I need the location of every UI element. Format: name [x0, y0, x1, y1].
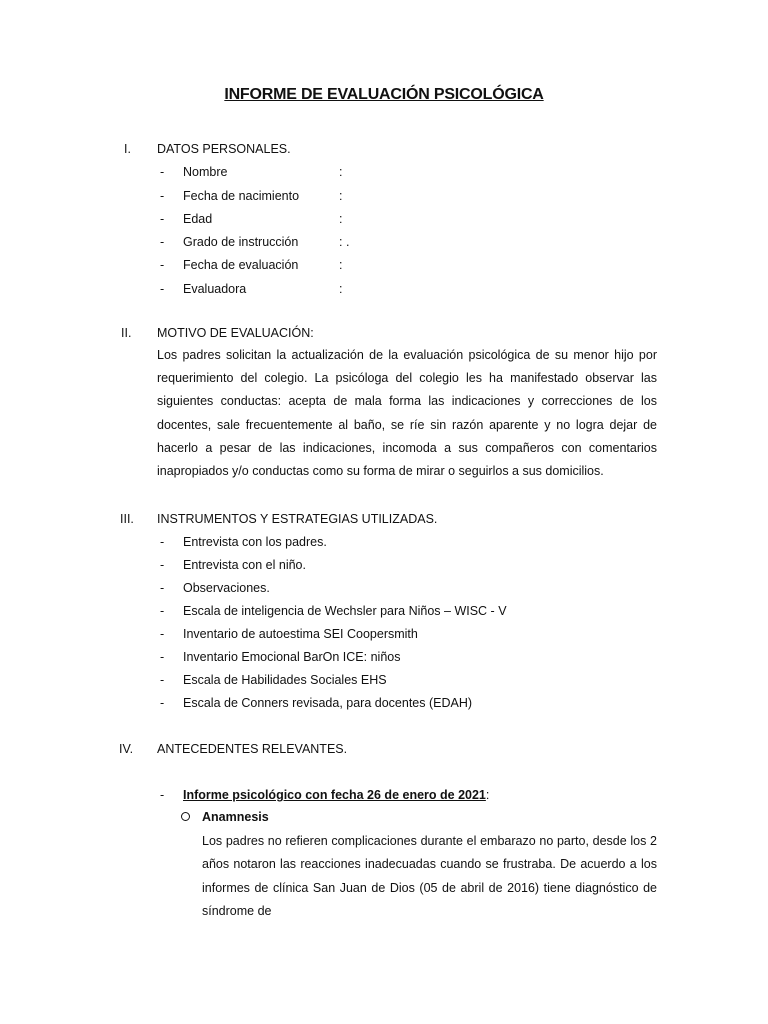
field-separator: :	[339, 258, 343, 272]
list-dash: -	[160, 788, 165, 802]
list-dash: -	[160, 189, 165, 203]
field-label-fecha-nacimiento: Fecha de nacimiento	[183, 189, 300, 203]
list-dash: -	[160, 282, 165, 296]
section-1-heading: DATOS PERSONALES.	[157, 142, 291, 156]
field-separator: :	[339, 212, 343, 226]
list-item: Escala de Conners revisada, para docentes (EDAH)	[183, 696, 473, 710]
section-2-paragraph: Los padres solicitan la actualización de la evaluación psicológica de su menor hijo por requerimiento del colegio. La psicóloga del colegio les ha manifestado observar las siguientes conductas: acepta de mala forma las indicaciones y correcciones de los docentes, sale frecuentemente al baño, se ríe sin razón aparente y no logra dejar de hacerlo a pesar de las indicaciones, incomoda a sus compañeros con comentarios inapropiados y/o conductas como su forma de mirar o seguirlos a sus domicilios.	[157, 348, 657, 479]
section-4-heading: ANTECEDENTES RELEVANTES.	[157, 742, 348, 756]
list-item: Inventario Emocional BarOn ICE: niños	[183, 650, 401, 664]
section-2-number: II.	[121, 326, 132, 340]
list-dash: -	[160, 627, 165, 641]
field-label-nombre: Nombre	[183, 165, 228, 179]
list-dash: -	[160, 558, 165, 572]
list-dash: -	[160, 673, 165, 687]
field-separator: : .	[339, 235, 350, 249]
section-3-number: III.	[120, 512, 134, 526]
list-dash: -	[160, 581, 165, 595]
field-label-evaluadora: Evaluadora	[183, 282, 247, 296]
list-item: Observaciones.	[183, 581, 270, 595]
field-separator: :	[339, 165, 343, 179]
list-dash: -	[160, 258, 165, 272]
list-dash: -	[160, 696, 165, 710]
list-dash: -	[160, 235, 165, 249]
field-label-fecha-evaluacion: Fecha de evaluación	[183, 258, 299, 272]
circle-bullet-icon	[181, 812, 190, 821]
section-4-number: IV.	[119, 742, 134, 756]
prior-report-colon: :	[485, 788, 490, 802]
list-item: Entrevista con los padres.	[183, 535, 327, 549]
prior-report-title: Informe psicológico con fecha 26 de enero de 2021	[183, 788, 486, 802]
prior-report-item	[183, 787, 489, 803]
field-separator: :	[339, 189, 343, 203]
list-item: Escala de inteligencia de Wechsler para Niños – WISC - V	[183, 604, 507, 618]
list-dash: -	[160, 535, 165, 549]
section-1-number: I.	[124, 142, 131, 156]
list-item: Inventario de autoestima SEI Coopersmith	[183, 627, 418, 641]
field-separator: :	[339, 282, 343, 296]
field-label-edad: Edad	[183, 212, 213, 226]
list-item: Escala de Habilidades Sociales EHS	[183, 673, 387, 687]
list-dash: -	[160, 650, 165, 664]
anamnesis-paragraph: Los padres no refieren complicaciones durante el embarazo no parto, desde los 2 años notaron las reacciones inadecuadas cuando se frustraba. De acuerdo a los informes de clínica San Juan de Dios (05 de abril de 2016) tiene diagnóstico de síndrome de	[202, 834, 657, 919]
field-label-grado: Grado de instrucción	[183, 235, 299, 249]
anamnesis-heading: Anamnesis	[202, 810, 269, 824]
section-2-heading: MOTIVO DE EVALUACIÓN:	[157, 326, 314, 340]
list-item: Entrevista con el niño.	[183, 558, 306, 572]
list-dash: -	[160, 604, 165, 618]
list-dash: -	[160, 165, 165, 179]
document-title: INFORME DE EVALUACIÓN PSICOLÓGICA	[224, 86, 544, 103]
list-dash: -	[160, 212, 165, 226]
section-3-heading: INSTRUMENTOS Y ESTRATEGIAS UTILIZADAS.	[157, 512, 438, 526]
